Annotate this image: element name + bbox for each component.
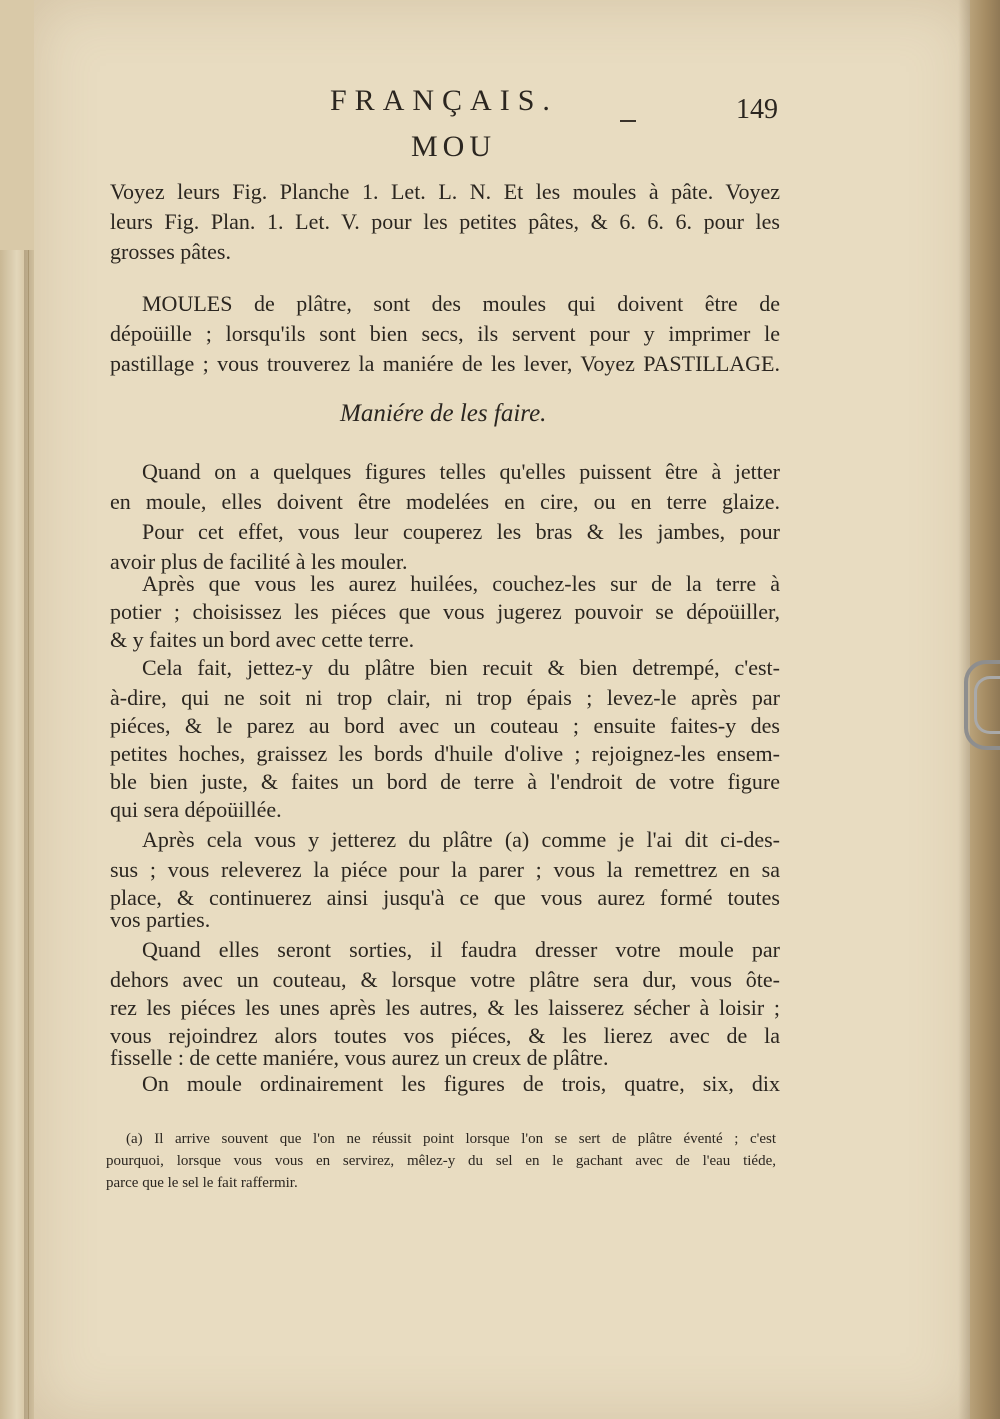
text-line: Pour cet effet, vous leur couperez les bras & les jambes, pour xyxy=(142,519,780,544)
text-line: rez les piéces les unes après les autres, & les laisserez sécher à loisir ; xyxy=(110,995,780,1020)
footnote-line: (a) Il arrive souvent que l'on ne réussit point lorsque l'on se sert de plâtre éventé ; c'est xyxy=(126,1131,776,1147)
text-line: pastillage ; vous trouverez la maniére de les lever, Voyez PASTILLAGE. xyxy=(110,351,780,376)
text-line: fisselle : de cette maniére, vous aurez un creux de plâtre. xyxy=(110,1045,609,1070)
text-line: grosses pâtes. xyxy=(110,239,231,264)
footnote-line: pourquoi, lorsque vous vous en servirez, mêlez-y du sel en le gachant avec de l'eau tiéde, xyxy=(106,1153,776,1169)
text-line: sus ; vous releverez la piéce pour la parer ; vous la remettrez en sa xyxy=(110,857,780,882)
text-line: piéces, & le parez au bord avec un couteau ; ensuite faites-y des xyxy=(110,713,780,738)
running-head: FRANÇAIS. xyxy=(330,84,558,117)
text-line: en moule, elles doivent être modelées en cire, ou en terre glaize. xyxy=(110,489,780,514)
text-line: vos parties. xyxy=(110,907,211,932)
text-line: leurs Fig. Plan. 1. Let. V. pour les petites pâtes, & 6. 6. 6. pour les xyxy=(110,209,780,234)
text-line: Quand elles seront sorties, il faudra dresser votre moule par xyxy=(142,937,780,962)
page-number: 149 xyxy=(736,94,778,125)
section-subheading: Maniére de les faire. xyxy=(340,400,547,427)
text-line: ble bien juste, & faites un bord de terre à l'endroit de votre figure xyxy=(110,769,780,794)
text-line: avoir plus de facilité à les mouler. xyxy=(110,549,408,574)
footnote-line: parce que le sel le fait raffermir. xyxy=(106,1175,298,1191)
entry-head: MOU xyxy=(411,130,497,163)
text-line: On moule ordinairement les figures de trois, quatre, six, dix xyxy=(142,1071,780,1096)
text-line: Cela fait, jettez-y du plâtre bien recuit & bien detrempé, c'est- xyxy=(142,655,780,680)
text-line: Après que vous les aurez huilées, couchez-les sur de la terre à xyxy=(142,571,780,596)
text-line: dépoüille ; lorsqu'ils sont bien secs, ils servent pour y imprimer le xyxy=(110,321,780,346)
text-line: & y faites un bord avec cette terre. xyxy=(110,627,415,652)
text-line: MOULES de plâtre, sont des moules qui doivent être de xyxy=(142,291,780,316)
paper-clip-inner-icon xyxy=(974,676,1000,734)
text-line: place, & continuerez ainsi jusqu'à ce que vous aurez formé toutes xyxy=(110,885,780,910)
text-line: Voyez leurs Fig. Planche 1. Let. L. N. Et les moules à pâte. Voyez xyxy=(110,179,780,204)
header-dash xyxy=(620,120,636,122)
text-line: petites hoches, graissez les bords d'huile d'olive ; rejoignez-les ensem- xyxy=(110,741,780,766)
text-line: potier ; choisissez les piéces que vous jugerez pouvoir se dépoüiller, xyxy=(110,599,780,624)
text-line: Après cela vous y jetterez du plâtre (a) comme je l'ai dit ci-des- xyxy=(142,827,780,852)
text-line: Quand on a quelques figures telles qu'elles puissent être à jetter xyxy=(142,459,780,484)
text-line: qui sera dépoüillée. xyxy=(110,797,282,822)
text-line: à-dire, qui ne soit ni trop clair, ni trop épais ; levez-le après par xyxy=(110,685,780,710)
text-line: vous rejoindrez alors toutes vos piéces, & les lierez avec de la xyxy=(110,1023,780,1048)
text-line: dehors avec un couteau, & lorsque votre plâtre sera dur, vous ôte- xyxy=(110,967,780,992)
